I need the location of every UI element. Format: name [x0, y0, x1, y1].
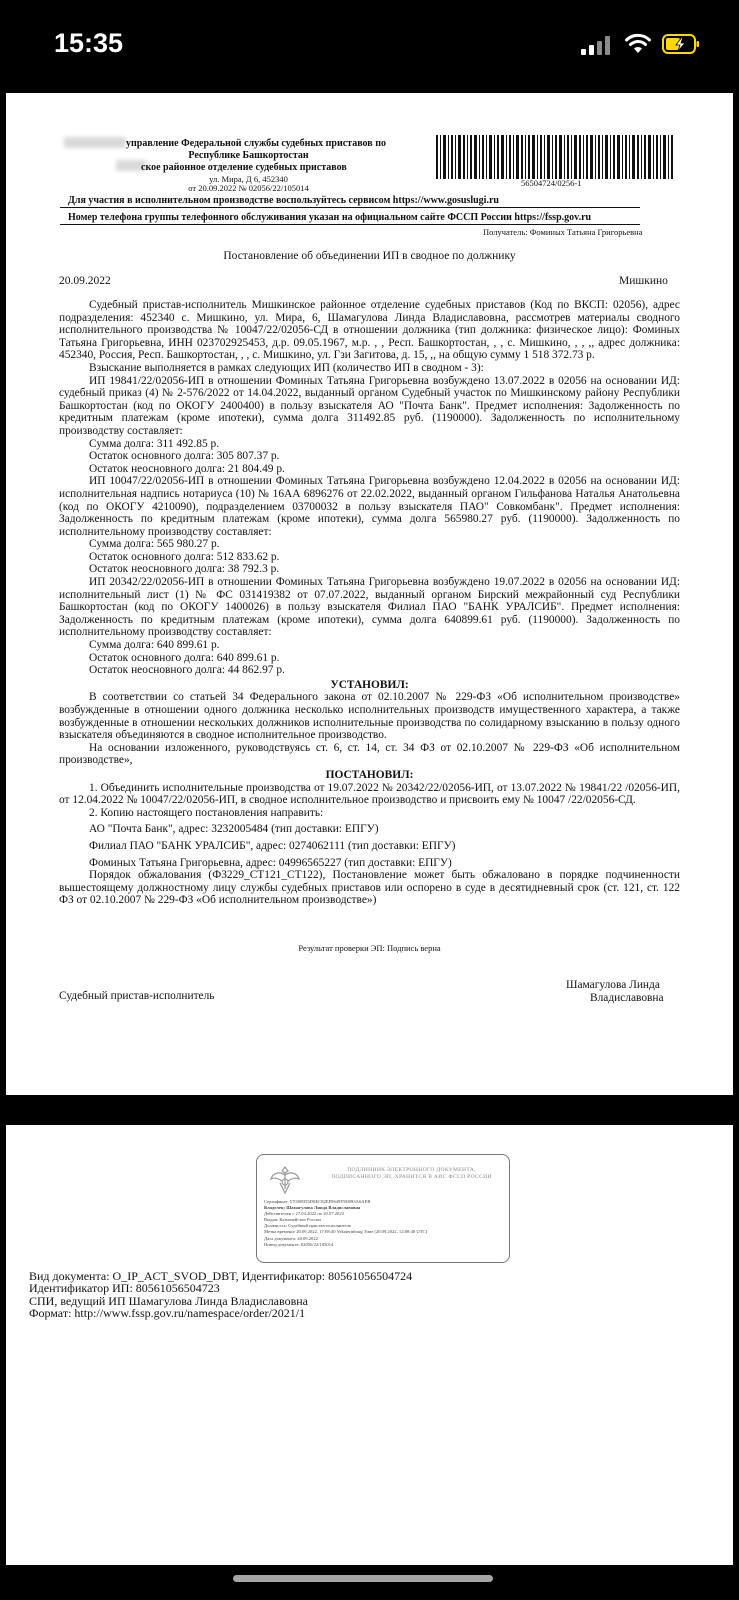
ip-2-nonmain-debt: Остаток неосновного долга: 38 792.3 р.: [89, 563, 280, 576]
meta-doc-type: Вид документа: O_IP_ACT_SVOD_DBT, Идентификатор: 80561056504724: [29, 1269, 413, 1283]
document-body: [59, 299, 680, 907]
barcode-image: [436, 135, 673, 179]
established-heading: УСТАНОВИЛ:: [330, 678, 409, 691]
meta-spi: СПИ, ведущий ИП Шамагулова Линда Владиславовна: [29, 1293, 309, 1308]
meta-format: Формат: http://www.fssp.gov.ru/namespace/order/2021/1: [29, 1305, 306, 1320]
meta-ip-id: Идентификатор ИП: 80561056504723: [29, 1281, 220, 1296]
barcode-number: 56504724/0256-1: [521, 178, 582, 188]
wifi-icon: [625, 33, 651, 55]
stamp-position: Должность: Судебный пристав-исполнитель: [264, 1223, 351, 1229]
send-to-2: Филиал ПАО "БАНК УРАЛСИБ", адрес: 0274062111 (тип доставки: ЕПГУ): [89, 839, 456, 852]
stamp-validity: Действителен с 27.04.2022 по 20.07.2023: [264, 1211, 344, 1217]
send-to-3: Фоминых Татьяна Григорьевна, адрес: 04996565227 (тип доставки: ЕПГУ): [89, 856, 452, 869]
resolved-item-2: 2. Копию настоящего постановления направить:: [89, 806, 324, 819]
stamp-timestamp: Метка времени: 20.09.2022, 17:08:40 Yekaterinburg Time (20.09.2022, 12:08:40 UTC): [264, 1229, 428, 1235]
ip-1-nonmain-debt: Остаток неосновного долга: 21 804.49 р.: [89, 462, 285, 475]
stamp-details: [264, 1199, 504, 1248]
basis-paragraph: На основании изложенного, руководствуясь ст. 6, ст. 14, ст. 34 ФЗ от 02.10.2007 № 229-ФЗ «Об исполнительном производстве»,: [59, 741, 680, 767]
gosuslugi-note: Для участия в исполнительном производстве воспользуйтесь сервисом https://www.gosuslugi.ru: [68, 195, 499, 206]
appeal-paragraph: Порядок обжалования (Ф3229_СТ121_СТ122), Постановление может быть обжаловано в порядке подчиненности вышестоящему должностному лицу службы судебных приставов или оспорено в суде в десятидневный срок (ст. 121, ст. 122 ФЗ от 02.10.2007 № 229-ФЗ «Об исполнительном производстве»): [59, 869, 680, 907]
stamp-issuer: Выдан: Казначейство России: [264, 1217, 321, 1223]
ip-3-sum: Сумма долга: 640 899.61 р.: [89, 639, 220, 652]
document-date-number: от 20.09.2022 № 02056/22/105014: [188, 183, 309, 193]
agency-address: ул. Мира, Д 6, 452340: [209, 174, 288, 184]
resolved-heading: ПОСТАНОВИЛ:: [325, 768, 414, 781]
ip-1-paragraph: ИП 19841/22/02056-ИП в отношении Фоминых Татьяна Григорьевна возбуждено 13.07.2022 в 02056 на основании ИД: судебный приказ (4) № 2-576/2022 от 14.04.2022, выданный органом Судебный участок по Мишкинскому району Республики Башкортостан (код по ОКОГУ 2400400) в пользу взыскателя АО "Почта Банк". Предмет исполнения: Задолженность по кредитным платежам (кроме ипотеки), сумма долга 311492.85 руб. (1190000). Задолженность по исполнительному производству составляет:: [59, 374, 680, 437]
document-page-2: [6, 1125, 733, 1565]
recipient: Получатель: Фоминых Татьяна Григорьевна: [483, 227, 643, 237]
stamp-owner: Владелец: Шамагулова Линда Владиславовна: [264, 1205, 361, 1211]
status-bar: [0, 0, 739, 90]
ip-3-main-debt: Остаток основного долга: 640 899.61 р.: [89, 651, 280, 664]
intro-paragraph: Судебный пристав-исполнитель Мишкинское районное отделение судебных приставов (Код по ВКСП: 02056), адрес подразделения: 452340 с. Мишкино, ул. Мира, 6, Шамагулова Линда Владиславовна, рассмотрев материалы сводного исполнительного производства № 10047/22/02056-СД в отношении должника (тип должника: физическое лицо): Фоминых Татьяна Григорьевна, ИНН 023702925453, д.р. 09.05.1967, м.р. , , Респ. Башкортостан, , , с. Мишкино, , , ,, адрес должника: 452340, Россия, Респ. Башкортостан, , , с. Мишкино, ул. Гзи Загитова, д. 15, ,, на общую сумму 1 518 372.73 р.: [59, 299, 680, 362]
signer-name-line-2: Владиславовна: [590, 992, 664, 1004]
stamp-doc-date: Дата документа: 20.09.2022: [264, 1235, 318, 1241]
battery-charging-icon: [662, 34, 700, 54]
ip-3-nonmain-debt: Остаток неосновного долга: 44 862.97 р.: [89, 664, 285, 677]
established-paragraph: В соответствии со статьей 34 Федерального закона от 02.10.2007 № 229-ФЗ «Об исполнительном производстве» возбужденные в отношении одного должника несколько исполнительных производств имущественного характера, а также возбужденные в отношении нескольких должников исполнительные производства по солидарному взысканию в пользу одного взыскателя объединяются в сводное исполнительное производство.: [59, 691, 680, 742]
resolved-item-1: 1. Объединить исполнительные производства от 19.07.2022 № 20342/22/02056-ИП, от 13.07.2022 № 19841/22 /02056-ИП, от 12.04.2022 № 10047/22/02056-ИП, в сводное исполнительное производство и присвоить ему № 10047 /22/02056-СД.: [59, 781, 680, 807]
eagle-emblem-icon: [267, 1161, 303, 1197]
signer-name-line-1: Шамагулова Линда: [566, 979, 660, 991]
document-title: Постановление об объединении ИП в сводное по должнику: [223, 250, 516, 262]
stamp-title: [319, 1167, 504, 1181]
stamp-title-line-1: ПОДЛИННИК ЭЛЕКТРОННОГО ДОКУМЕНТА,: [347, 1167, 476, 1173]
agency-line-3: ское районное отделение судебных приставов: [141, 162, 347, 173]
document-place: Мишкино: [619, 275, 668, 287]
phone-note: Номер телефона группы телефонного обслуживания указан на официальном сайте ФССП России https://fssp.gov.ru: [68, 212, 592, 223]
document-date: 20.09.2022: [59, 275, 111, 287]
recovery-intro: Взыскание выполняется в рамках следующих ИП (количество ИП в сводном - 3):: [89, 361, 484, 374]
cellular-signal-icon: [581, 36, 611, 55]
stamp-certificate: Сертификат: 57030ED3D0EC82EF8649F5E0B3A6AEB: [264, 1199, 371, 1204]
send-to-1: АО "Почта Банк", адрес: 3232005484 (тип доставки: ЕПГУ): [89, 823, 379, 836]
status-time: 15:35: [54, 28, 124, 58]
ip-1-main-debt: Остаток основного долга: 305 807.37 р.: [89, 450, 280, 463]
agency-line-1: управление Федеральной службы судебных приставов по: [126, 138, 386, 149]
document-page-1: [6, 93, 733, 1095]
ep-check-result: Результат проверки ЭП: Подпись верна: [298, 943, 441, 953]
ip-3-paragraph: ИП 20342/22/02056-ИП в отношении Фоминых Татьяна Григорьевна возбуждено 19.07.2022 в 02056 на основании ИД: исполнительный лист (1) № ФС 031419382 от 07.07.2022, выданный органом Бирский межрайонный суд Республики Башкортостан (код по ОКОГУ 1400026) в пользу взыскателя Филиал ПАО "БАНК УРАЛСИБ". Предмет исполнения: Задолженность по кредитным платежам (кроме ипотеки), сумма долга 640899.61 руб. (1190000). Задолженность по исполнительному производству составляет:: [59, 576, 680, 639]
ip-2-sum: Сумма долга: 565 980.27 р.: [89, 538, 220, 551]
divider: [60, 224, 640, 225]
divider: [60, 207, 640, 208]
agency-line-2: Республике Башкортостан: [188, 150, 309, 161]
home-indicator[interactable]: [233, 1575, 493, 1582]
ip-2-main-debt: Остаток основного долга: 512 833.62 р.: [89, 550, 280, 563]
document-metadata: [29, 1270, 412, 1319]
stamp-doc-number: Номер документа: 02056/22/105014: [264, 1241, 334, 1247]
stamp-title-line-2: ПОДПИСАННОГО ЭП, ХРАНИТСЯ В АИС ФССП РОССИИ: [331, 1174, 492, 1180]
electronic-signature-stamp: [256, 1154, 510, 1263]
ip-1-sum: Сумма долга: 311 492.85 р.: [89, 437, 220, 450]
signer-role: Судебный пристав-исполнитель: [59, 990, 215, 1002]
ip-2-paragraph: ИП 10047/22/02056-ИП в отношении Фоминых Татьяна Григорьевна возбуждено 12.04.2022 в 02056 на основании ИД: исполнительная надпись нотариуса (10) № 16АА 6896276 от 22.02.2022, выданный органом Гильфанова Наталья Анатольевна (код по ОКОГУ 4210090), подразделением 03700032 в пользу взыскателя ПАО" Совкомбанк". Предмет исполнения: Задолженность по кредитным платежам (кроме ипотеки), сумма долга 565980.27 руб. (1190000). Задолженность по исполнительному производству составляет:: [59, 475, 680, 538]
